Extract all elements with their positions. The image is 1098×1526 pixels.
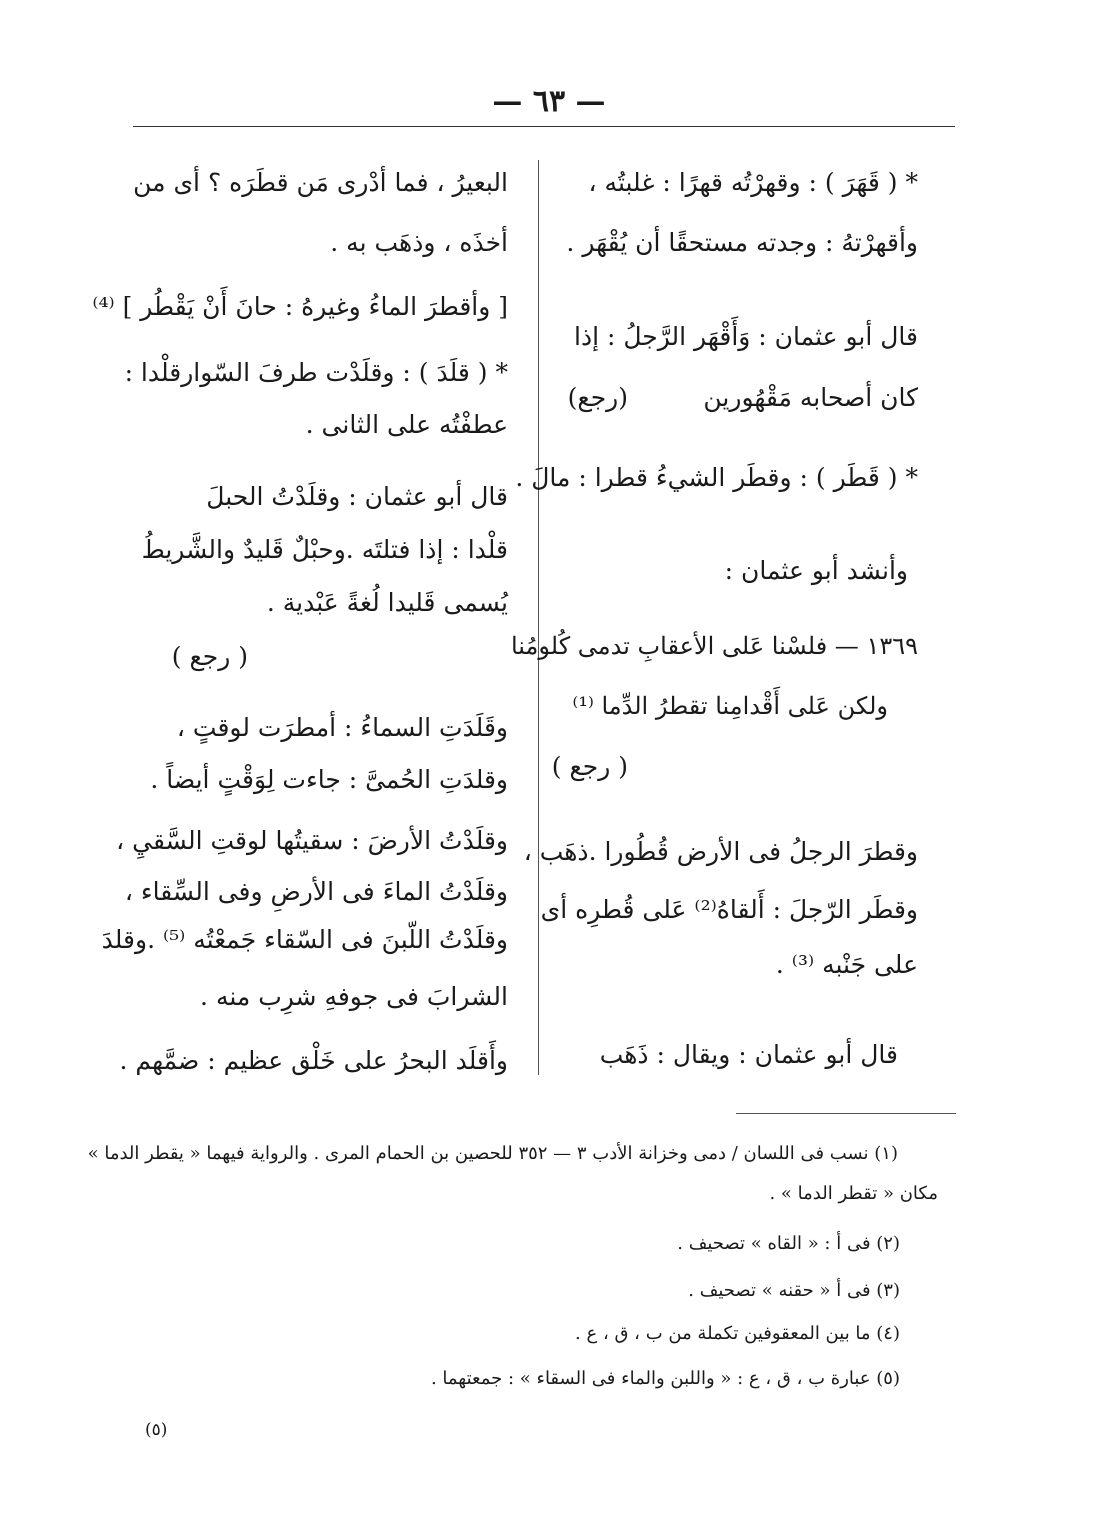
text-line: وقطرَ الرجلُ فى الأرض قُطُورا .ذهَب ، bbox=[523, 837, 918, 866]
back-tag: ( رجع ) bbox=[171, 642, 248, 671]
footnote: (٣) فى أ « حقنه » تصحيف . bbox=[688, 1280, 900, 1301]
text-line: [ وأقطرَ الماءُ وغيرهُ : حانَ أَنْ يَقْطُر ] ⁽⁴⁾ bbox=[92, 292, 508, 321]
verse-line: ١٣٦٩ — فلسْنا عَلى الأعقابِ تدمى كُلومُنا bbox=[510, 632, 918, 660]
text-line: وقلدَتِ الحُمىَّ : جاءت لِوَقْتٍ أيضاً . bbox=[150, 765, 508, 794]
text-line: * ( قَطَر ) : وقطَر الشيءُ قطرا : مالَ . bbox=[515, 463, 918, 492]
text-line: وقَلَدَتِ السماءُ : أمطرَت لوقتٍ ، bbox=[176, 713, 508, 742]
text-line: وأَقلَد البحرُ على خَلْق عظيم : ضمَّهم . bbox=[119, 1046, 508, 1075]
text-line: على جَنْبه ⁽³⁾ . bbox=[775, 950, 918, 979]
footnote: (١) نسب فى اللسان / دمى وخزانة الأدب ٣ — ٣٥٢ للحصين بن الحمام المرى . والرواية فيهما « يقطر الدما » bbox=[87, 1143, 898, 1164]
back-tag: (رجع) bbox=[567, 383, 628, 412]
text-line: وقلَدْتُ الأرضَ : سقيتُها لوقتِ السَّقيِ ، bbox=[116, 826, 508, 855]
text-line: أخذَه ، وذهَب به . bbox=[330, 228, 508, 257]
footnote: (٥) عبارة ب ، ق ، ع : « واللبن والماء فى السقاء » : جمعتهما . bbox=[430, 1368, 900, 1389]
verse-line: ولكن عَلى أَقْدامِنا تقطرُ الدِّما ⁽¹⁾ bbox=[572, 692, 888, 720]
text-line: وأنشد أبو عثمان : bbox=[724, 556, 908, 585]
text-line: وأقهرْتهُ : وجدته مستحقًا أن يُقْهَر . bbox=[566, 228, 918, 257]
text-line: وقلَدْتُ الماءَ فى الأرضِ وفى السِّقاء ، bbox=[124, 877, 508, 906]
footnote: مكان « تقطر الدما » . bbox=[769, 1183, 938, 1204]
text-line: * ( قلَدَ ) : وقلَدْت طرفَ السّوارقلْدا : bbox=[124, 358, 508, 387]
footnote: (٤) ما بين المعقوفين تكملة من ب ، ق ، ع . bbox=[575, 1323, 900, 1344]
text-line: يُسمى قَليدا لُغةً عَبْدية . bbox=[266, 588, 508, 617]
text-line: قال أبو عثمان : وَأَقْهَر الرَّجلُ : إذا bbox=[574, 322, 918, 351]
column-divider bbox=[538, 160, 539, 1075]
text-line: قال أبو عثمان : وقلَدْتُ الحبلَ bbox=[206, 482, 508, 511]
back-tag: ( رجع ) bbox=[551, 752, 628, 781]
text-line: وقطَر الرّجلَ : أَلقاهُ⁽²⁾ عَلى قُطرِه أى bbox=[540, 895, 918, 924]
text-line: قلْدا : إذا فتلتَه .وحبْلٌ قَليدٌ والشَّريطُ bbox=[141, 535, 508, 564]
text-line: قال أبو عثمان : ويقال : ذَهَب bbox=[599, 1040, 898, 1069]
text-line: وقلَدْتُ اللّبنَ فى السّقاء جَمعْتُه ⁽⁵⁾ .وقلدَ bbox=[101, 925, 508, 954]
header-rule bbox=[133, 126, 955, 127]
page-number: — ٦٣ — bbox=[492, 84, 606, 119]
text-line: كان أصحابه مَقْهُورين bbox=[703, 383, 918, 412]
text-line: * ( قَهَرَ ) : وقهرْتُه قهرًا : غلبتُه ، bbox=[588, 168, 918, 197]
footnote-rule bbox=[736, 1113, 956, 1114]
sheet-mark: (٥) bbox=[145, 1420, 168, 1440]
text-line: الشرابَ فى جوفهِ شرِب منه . bbox=[200, 982, 508, 1011]
text-line: البعيرُ ، فما أدْرى مَن قطَرَه ؟ أى من bbox=[133, 168, 508, 197]
text-line: عطفْتُه على الثانى . bbox=[305, 410, 508, 439]
footnote: (٢) فى أ : « القاه » تصحيف . bbox=[677, 1233, 900, 1254]
